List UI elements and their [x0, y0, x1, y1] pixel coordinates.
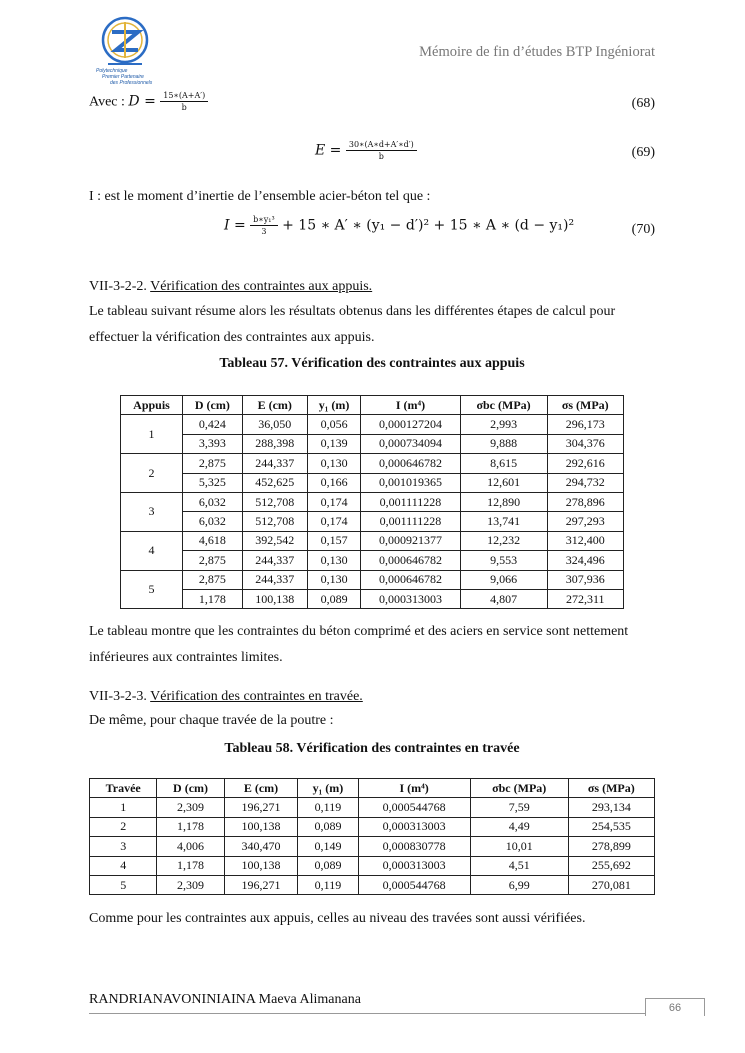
table-cell: 0,149 [298, 837, 358, 856]
table-cell: 512,708 [242, 512, 307, 531]
table-cell: 0,000646782 [361, 570, 460, 589]
table-cell: 0,000646782 [361, 551, 460, 570]
table-row [121, 551, 624, 570]
column-header: σbc (MPa) [460, 396, 547, 415]
header-title: Mémoire de fin d’études BTP Ingéniorat [419, 44, 655, 60]
equation-68-fraction: $\frac{15∗(A+A')}{b}$ [160, 90, 208, 113]
table-cell: 288,398 [242, 434, 307, 453]
table-cell: 297,293 [547, 512, 624, 531]
table-cell: 2,875 [183, 454, 243, 473]
table-cell: 8,615 [460, 454, 547, 473]
table-cell: 0,174 [307, 512, 360, 531]
section-heading-appuis: VII-3-2-2. Vérification des contraintes aux appuis. [89, 279, 373, 294]
table-cell: 36,050 [242, 415, 307, 434]
column-header: E (cm) [224, 779, 298, 798]
table-row [121, 589, 624, 608]
table-cell: 1 [90, 798, 157, 817]
table-cell: 4,51 [470, 856, 568, 875]
table-cell: 2,309 [157, 875, 224, 894]
equation-68: Avec : D = $\frac{15∗(A+A')}{b}$ [89, 90, 208, 113]
table-cell: 0,056 [307, 415, 360, 434]
table-cell: 12,232 [460, 531, 547, 550]
table-cell: 0,000127204 [361, 415, 460, 434]
table-cell: 0,000544768 [358, 798, 470, 817]
table-cell: 9,553 [460, 551, 547, 570]
inertia-intro: I : est le moment d’inertie de l’ensemble acier-béton tel que : [89, 189, 431, 204]
table-cell: 272,311 [547, 589, 624, 608]
table-cell: 0,000921377 [361, 531, 460, 550]
table-row [90, 837, 655, 856]
table-cell: 0,089 [298, 856, 358, 875]
table-row [121, 454, 624, 473]
table-cell: 10,01 [470, 837, 568, 856]
table-cell: 2,993 [460, 415, 547, 434]
table-cell: 512,708 [242, 492, 307, 511]
table-cell: 196,271 [224, 875, 298, 894]
table-cell: 0,000830778 [358, 837, 470, 856]
table-cell: 100,138 [224, 817, 298, 836]
table-row [90, 875, 655, 894]
table-cell: 3,393 [183, 434, 243, 453]
table-cell: 392,542 [242, 531, 307, 550]
table-row [90, 856, 655, 875]
table-cell: 0,130 [307, 454, 360, 473]
table-cell: 312,400 [547, 531, 624, 550]
table-cell: 100,138 [242, 589, 307, 608]
conclusion-appuis: Le tableau montre que les contraintes du béton comprimé et des aciers en service sont nettement inférieures aux contraintes limites. [89, 624, 629, 665]
table-cell: 100,138 [224, 856, 298, 875]
table-cell: 244,337 [242, 454, 307, 473]
equation-70: I = $\frac{\text{b∗y₁³}}{3}$ + 15 ∗ A′ ∗ (y₁ − d′)² + 15 ∗ A ∗ (d − y₁)² [224, 215, 575, 236]
table-cell: 0,130 [307, 570, 360, 589]
table-cell: 304,376 [547, 434, 624, 453]
column-header: y₁ (m) [298, 779, 358, 798]
table-cell: 324,496 [547, 551, 624, 570]
page-number: 66 [645, 998, 705, 1016]
table-cell: 0,139 [307, 434, 360, 453]
table-row [121, 415, 624, 434]
table-cell: 0,000544768 [358, 875, 470, 894]
footer-author: RANDRIANAVONINIAINA Maeva Alimanana [89, 992, 361, 1007]
table-row [121, 570, 624, 589]
table-57-caption: Tableau 57. Vérification des contraintes aux appuis [219, 356, 525, 371]
equation-69: E = $\frac{30∗(A∗d+A'∗d')}{b}$ [315, 139, 417, 162]
table-cell: 12,601 [460, 473, 547, 492]
table-row [121, 473, 624, 492]
table-cell: 2 [121, 454, 183, 493]
table-cell: 5,325 [183, 473, 243, 492]
table-cell: 1 [121, 415, 183, 454]
table-cell: 9,066 [460, 570, 547, 589]
table-cell: 0,119 [298, 798, 358, 817]
equation-70-fraction: $\frac{\text{b∗y₁³}}{3}$ [250, 214, 278, 237]
column-header: D (cm) [157, 779, 224, 798]
table-58-caption: Tableau 58. Vérification des contraintes en travée [224, 741, 520, 756]
table-row [121, 492, 624, 511]
table-cell: 2,309 [157, 798, 224, 817]
table-cell: 6,032 [183, 512, 243, 531]
table-row [121, 512, 624, 531]
column-header: σs (MPa) [568, 779, 654, 798]
table-cell: 0,157 [307, 531, 360, 550]
table-cell: 0,166 [307, 473, 360, 492]
table-cell: 5 [90, 875, 157, 894]
table-cell: 244,337 [242, 570, 307, 589]
table-cell: 0,130 [307, 551, 360, 570]
table-row [90, 817, 655, 836]
equation-68-number: (68) [631, 96, 655, 111]
table-cell: 13,741 [460, 512, 547, 531]
table-cell: 3 [121, 492, 183, 531]
table-cell: 0,001019365 [361, 473, 460, 492]
column-header: σs (MPa) [547, 396, 624, 415]
table-cell: 1,178 [157, 856, 224, 875]
table-cell: 6,99 [470, 875, 568, 894]
table-cell: 0,000734094 [361, 434, 460, 453]
table-cell: 7,59 [470, 798, 568, 817]
table-cell: 5 [121, 570, 183, 609]
table-57-body [121, 415, 624, 609]
table-cell: 0,174 [307, 492, 360, 511]
column-header: Appuis [121, 396, 183, 415]
equation-69-fraction: $\frac{30∗(A∗d+A'∗d')}{b}$ [346, 139, 417, 162]
table-cell: 9,888 [460, 434, 547, 453]
table-cell: 293,134 [568, 798, 654, 817]
table-cell: 4,618 [183, 531, 243, 550]
table-cell: 4,807 [460, 589, 547, 608]
table-cell: 307,936 [547, 570, 624, 589]
table-58-body [90, 798, 655, 895]
table-cell: 270,081 [568, 875, 654, 894]
table-cell: 0,001111228 [361, 512, 460, 531]
table-cell: 0,000313003 [358, 856, 470, 875]
column-header: E (cm) [242, 396, 307, 415]
table-cell: 340,470 [224, 837, 298, 856]
column-header: y₁ (m) [307, 396, 360, 415]
table-cell: 244,337 [242, 551, 307, 570]
table-58-header-row [90, 779, 655, 798]
table-row [90, 798, 655, 817]
section-intro-appuis: Le tableau suivant résume alors les résultats obtenus dans les différentes étapes de calcul pour effectuer la vérification des contraintes aux appuis. [89, 304, 616, 345]
section-intro-travee: De même, pour chaque travée de la poutre : [89, 713, 334, 728]
table-cell: 0,001111228 [361, 492, 460, 511]
table-cell: 12,890 [460, 492, 547, 511]
table-cell: 0,119 [298, 875, 358, 894]
column-header: σbc (MPa) [470, 779, 568, 798]
table-cell: 0,424 [183, 415, 243, 434]
table-row [121, 531, 624, 550]
table-cell: 452,625 [242, 473, 307, 492]
table-cell: 296,173 [547, 415, 624, 434]
table-cell: 0,089 [298, 817, 358, 836]
table-cell: 254,535 [568, 817, 654, 836]
logo-caption: Polytechnique Premier Partenaire des Professionnels [96, 68, 153, 86]
table-cell: 3 [90, 837, 157, 856]
table-57 [120, 395, 624, 609]
table-cell: 0,089 [307, 589, 360, 608]
table-row [121, 434, 624, 453]
table-cell: 2,875 [183, 570, 243, 589]
footer-divider [89, 1013, 705, 1014]
table-cell: 0,000313003 [358, 817, 470, 836]
table-cell: 4,006 [157, 837, 224, 856]
conclusion-travee: Comme pour les contraintes aux appuis, celles au niveau des travées sont aussi vérifiées. [89, 911, 586, 926]
column-header: I (m⁴) [358, 779, 470, 798]
table-cell: 2 [90, 817, 157, 836]
table-cell: 278,899 [568, 837, 654, 856]
column-header: D (cm) [183, 396, 243, 415]
table-cell: 278,896 [547, 492, 624, 511]
table-cell: 255,692 [568, 856, 654, 875]
column-header: I (m⁴) [361, 396, 460, 415]
table-cell: 1,178 [183, 589, 243, 608]
table-cell: 6,032 [183, 492, 243, 511]
table-cell: 4,49 [470, 817, 568, 836]
section-heading-travee: VII-3-2-3. Vérification des contraintes en travée. [89, 689, 363, 704]
table-cell: 294,732 [547, 473, 624, 492]
column-header: Travée [90, 779, 157, 798]
equation-70-number: (70) [631, 222, 655, 237]
table-cell: 1,178 [157, 817, 224, 836]
table-cell: 0,000646782 [361, 454, 460, 473]
table-cell: 4 [121, 531, 183, 570]
table-cell: 292,616 [547, 454, 624, 473]
table-cell: 4 [90, 856, 157, 875]
table-cell: 196,271 [224, 798, 298, 817]
table-57-header-row [121, 396, 624, 415]
equation-69-number: (69) [631, 145, 655, 160]
table-cell: 2,875 [183, 551, 243, 570]
table-cell: 0,000313003 [361, 589, 460, 608]
table-58 [89, 778, 655, 895]
